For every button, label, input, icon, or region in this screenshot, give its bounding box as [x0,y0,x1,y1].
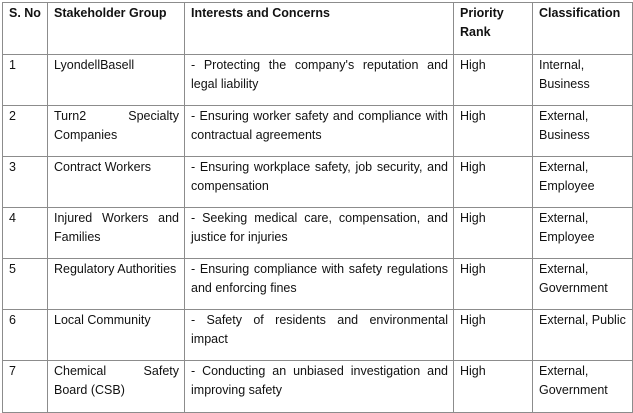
header-row [3,3,633,55]
table-row [3,259,633,310]
cell-interests: - Ensuring worker safety and compliance with contractual agreements [185,106,454,157]
cell-sno: 7 [3,361,48,413]
cell-stakeholder-group: Injured Workers and Families [48,208,185,259]
header-priority-rank: Priority Rank [454,3,533,55]
cell-interests: - Protecting the company's reputation and legal liability [185,55,454,106]
cell-sno: 2 [3,106,48,157]
cell-stakeholder-group: Chemical Safety Board (CSB) [48,361,185,413]
cell-interests: - Ensuring compliance with safety regulations and enforcing fines [185,259,454,310]
header-interests-concerns: Interests and Concerns [185,3,454,55]
cell-sno: 5 [3,259,48,310]
table-header [3,3,633,55]
header-classification: Classification [533,3,633,55]
cell-sno: 6 [3,310,48,361]
cell-classification: Internal, Business [533,55,633,106]
header-sno: S. No [3,3,48,55]
cell-sno: 4 [3,208,48,259]
cell-interests: - Conducting an unbiased investigation and improving safety [185,361,454,413]
cell-classification: External, Government [533,361,633,413]
cell-classification: External, Business [533,106,633,157]
table-row [3,208,633,259]
cell-priority-rank: High [454,310,533,361]
cell-stakeholder-group: Turn2 Specialty Companies [48,106,185,157]
cell-classification: External, Employee [533,157,633,208]
cell-priority-rank: High [454,361,533,413]
cell-classification: External, Public [533,310,633,361]
cell-interests: - Safety of residents and environmental impact [185,310,454,361]
table-row [3,55,633,106]
cell-priority-rank: High [454,106,533,157]
cell-stakeholder-group: Regulatory Authorities [48,259,185,310]
cell-sno: 3 [3,157,48,208]
table-row [3,106,633,157]
cell-priority-rank: High [454,157,533,208]
cell-stakeholder-group: Contract Workers [48,157,185,208]
table-body [3,55,633,413]
cell-classification: External, Employee [533,208,633,259]
cell-interests: - Seeking medical care, compensation, and justice for injuries [185,208,454,259]
cell-stakeholder-group: LyondellBasell [48,55,185,106]
table-row [3,157,633,208]
cell-priority-rank: High [454,55,533,106]
cell-stakeholder-group: Local Community [48,310,185,361]
table-row [3,361,633,413]
cell-interests: - Ensuring workplace safety, job security, and compensation [185,157,454,208]
header-stakeholder-group: Stakeholder Group [48,3,185,55]
cell-priority-rank: High [454,208,533,259]
cell-classification: External, Government [533,259,633,310]
table-row [3,310,633,361]
cell-priority-rank: High [454,259,533,310]
cell-sno: 1 [3,55,48,106]
stakeholder-table [2,2,633,413]
